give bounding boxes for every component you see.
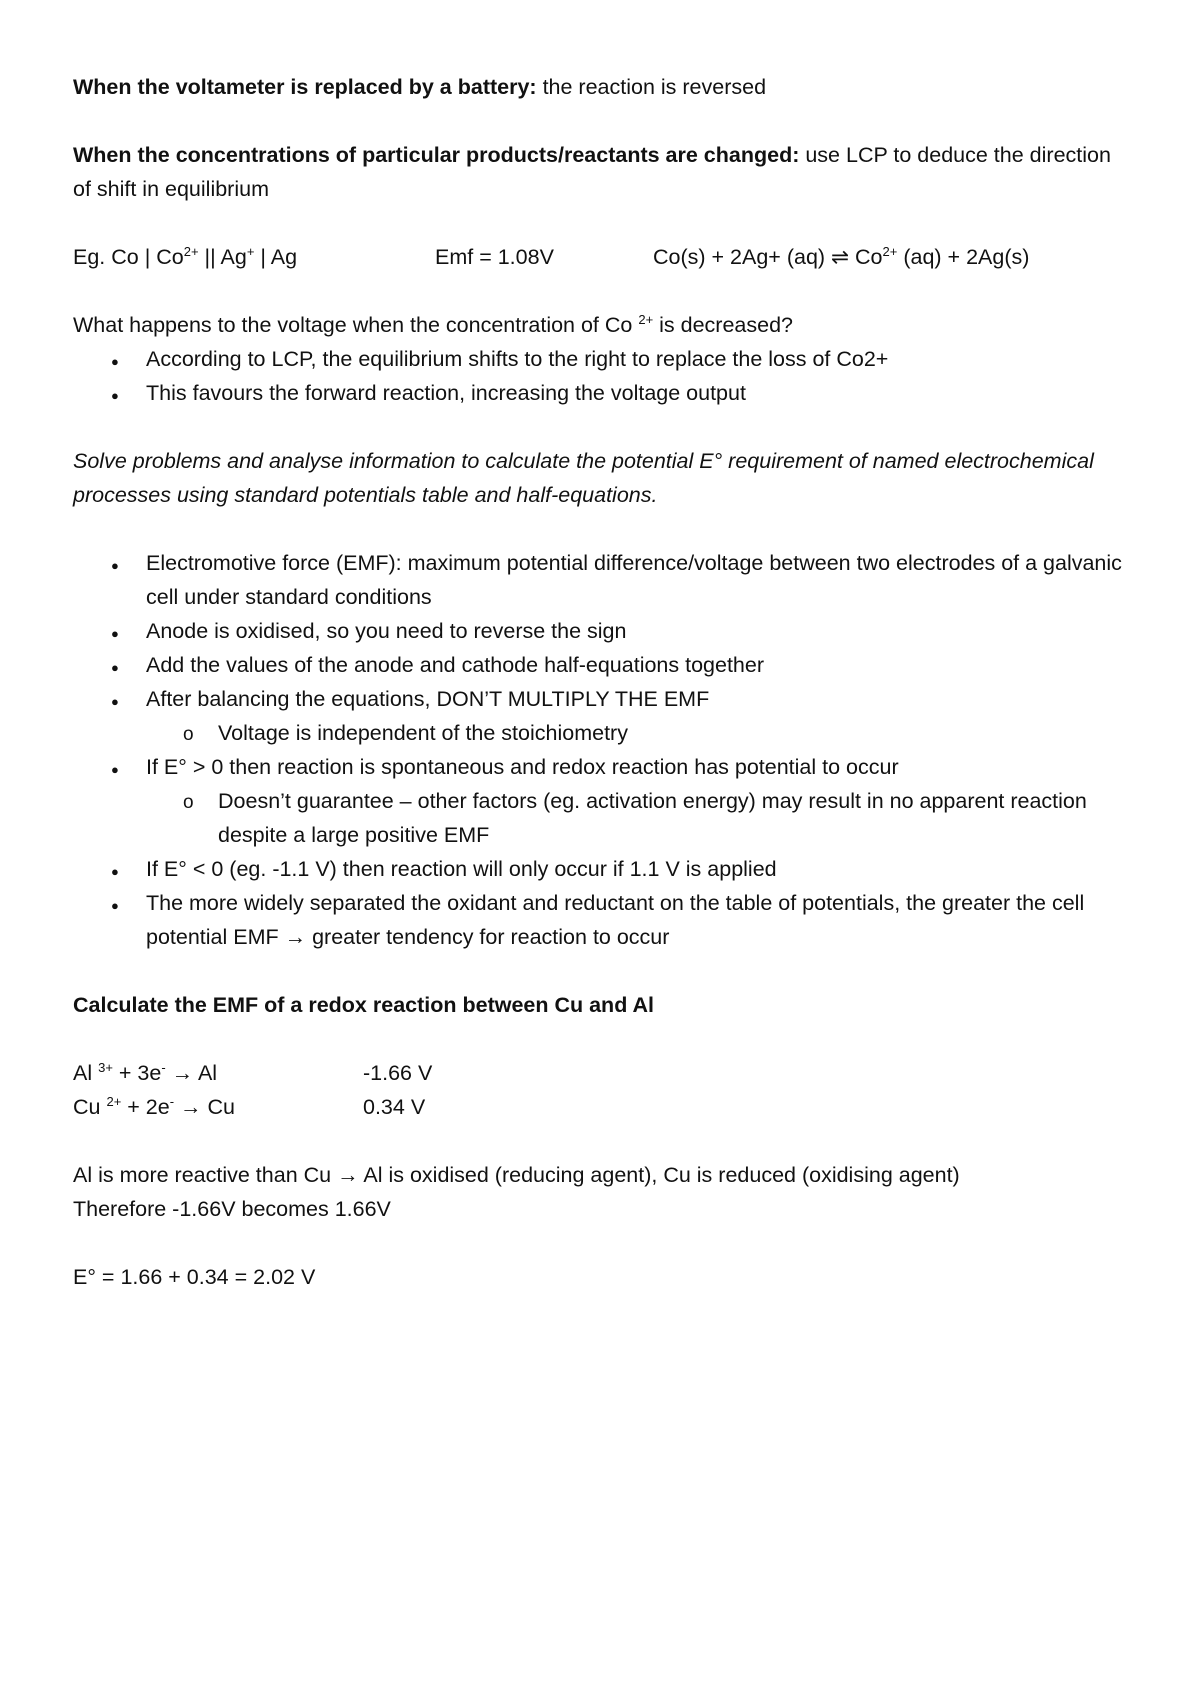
list-item-text: If E° > 0 then reaction is spontaneous and redox reaction has potential to occur xyxy=(146,755,899,779)
cell-notation-part: || Ag xyxy=(198,245,247,269)
electron-charge: - xyxy=(169,1094,175,1109)
list-item xyxy=(73,852,1133,886)
question-bullets xyxy=(73,342,1133,410)
list-item xyxy=(73,342,1133,376)
sub-bullet-icon xyxy=(183,716,194,752)
cell-notation-part: | Ag xyxy=(254,245,298,269)
example-row xyxy=(73,240,1133,274)
cell-charge: 2+ xyxy=(183,244,199,259)
bullet-icon xyxy=(111,342,119,379)
bullet-icon xyxy=(111,750,119,787)
sub-bullet-icon xyxy=(183,784,194,820)
cell-reaction-part: Co(s) + 2Ag+ (aq) ⇌ Co xyxy=(653,245,883,269)
half-equation-part: → Al xyxy=(165,1061,218,1085)
bullet-icon xyxy=(111,682,119,719)
bullet-icon xyxy=(111,376,119,413)
half-equation xyxy=(73,1090,235,1124)
bullet-icon xyxy=(111,852,119,889)
concentration-note-heading: When the concentrations of particular products/reactants are changed: xyxy=(73,143,800,167)
emf-bullets xyxy=(73,546,1133,954)
cell-reaction xyxy=(653,240,1029,274)
bullet-icon xyxy=(111,648,119,685)
list-item xyxy=(73,376,1133,410)
calc-explanation: Al is more reactive than Cu → Al is oxidised (reducing agent), Cu is reduced (oxidising agent) xyxy=(73,1163,960,1187)
list-item-text: Electromotive force (EMF): maximum potential difference/voltage between two electrodes of a galvanic cell under standard conditions xyxy=(146,551,1122,609)
sub-list-item xyxy=(73,716,1133,750)
standard-potential: -1.66 V xyxy=(363,1061,433,1085)
list-item-text: This favours the forward reaction, increasing the voltage output xyxy=(146,381,746,405)
electron-charge: - xyxy=(161,1060,166,1075)
document-page xyxy=(73,70,1133,1294)
half-equation-row xyxy=(73,1056,1133,1090)
list-item-text: Anode is oxidised, so you need to reverse the sign xyxy=(146,619,627,643)
list-item xyxy=(73,750,1133,784)
cell-reaction-part: (aq) + 2Ag(s) xyxy=(897,245,1030,269)
list-item-text: Doesn’t guarantee – other factors (eg. activation energy) may result in no apparent reaction despite a large positive EMF xyxy=(218,789,1087,847)
cell-notation-part: Eg. Co | Co xyxy=(73,245,184,269)
battery-note-heading: When the voltameter is replaced by a battery: xyxy=(73,75,537,99)
list-item-text: If E° < 0 (eg. -1.1 V) then reaction will only occur if 1.1 V is applied xyxy=(146,857,777,881)
ion-charge: 2+ xyxy=(106,1094,122,1109)
cell-charge: + xyxy=(246,244,255,259)
emf-value: Emf = 1.08V xyxy=(435,245,554,269)
reaction-charge: 2+ xyxy=(882,244,898,259)
calc-explanation: Therefore -1.66V becomes 1.66V xyxy=(73,1197,391,1221)
calc-heading-text: Calculate the EMF of a redox reaction between Cu and Al xyxy=(73,993,655,1017)
sub-list-item xyxy=(73,784,1133,852)
list-item xyxy=(73,682,1133,716)
half-equation-part: + 2e xyxy=(121,1095,170,1119)
battery-note xyxy=(73,70,1133,104)
list-item-text: Voltage is independent of the stoichiometry xyxy=(218,721,628,745)
calc-heading xyxy=(73,988,1133,1022)
bullet-icon xyxy=(111,614,119,651)
half-equation xyxy=(73,1056,217,1090)
calc-result: E° = 1.66 + 0.34 = 2.02 V xyxy=(73,1265,316,1289)
half-equation-part: Al xyxy=(73,1061,99,1085)
list-item-text: The more widely separated the oxidant and reductant on the table of potentials, the greater the cell potential EMF → greater tendency for reaction to occur xyxy=(146,891,1085,949)
list-item xyxy=(73,614,1133,648)
half-equation-part: → Cu xyxy=(174,1095,235,1119)
battery-note-text: the reaction is reversed xyxy=(536,75,767,99)
concentration-note xyxy=(73,138,1133,206)
question-part: What happens to the voltage when the concentration of Co xyxy=(73,313,639,337)
list-item xyxy=(73,886,1133,954)
question-text xyxy=(73,308,1133,342)
bullet-icon xyxy=(111,886,119,923)
half-equation-row xyxy=(73,1090,1133,1124)
half-equation-part: + 3e xyxy=(112,1061,162,1085)
ion-charge: 3+ xyxy=(98,1060,113,1075)
list-item-text: Add the values of the anode and cathode half-equations together xyxy=(146,653,764,677)
half-equation-part: Cu xyxy=(73,1095,107,1119)
question-charge: 2+ xyxy=(638,312,654,327)
concentration-note-text: use LCP to deduce the direction of shift in equilibrium xyxy=(73,143,1111,201)
list-item xyxy=(73,546,1133,614)
syllabus-point: Solve problems and analyse information to calculate the potential E° requirement of named electrochemical processes using standard potentials table and half-equations. xyxy=(73,449,1094,507)
cell-notation xyxy=(73,240,297,274)
list-item-text: After balancing the equations, DON’T MULTIPLY THE EMF xyxy=(146,687,710,711)
bullet-icon xyxy=(111,546,119,583)
list-item-text: According to LCP, the equilibrium shifts to the right to replace the loss of Co2+ xyxy=(146,347,889,371)
question-part: is decreased? xyxy=(653,313,794,337)
standard-potential: 0.34 V xyxy=(363,1095,426,1119)
list-item xyxy=(73,648,1133,682)
